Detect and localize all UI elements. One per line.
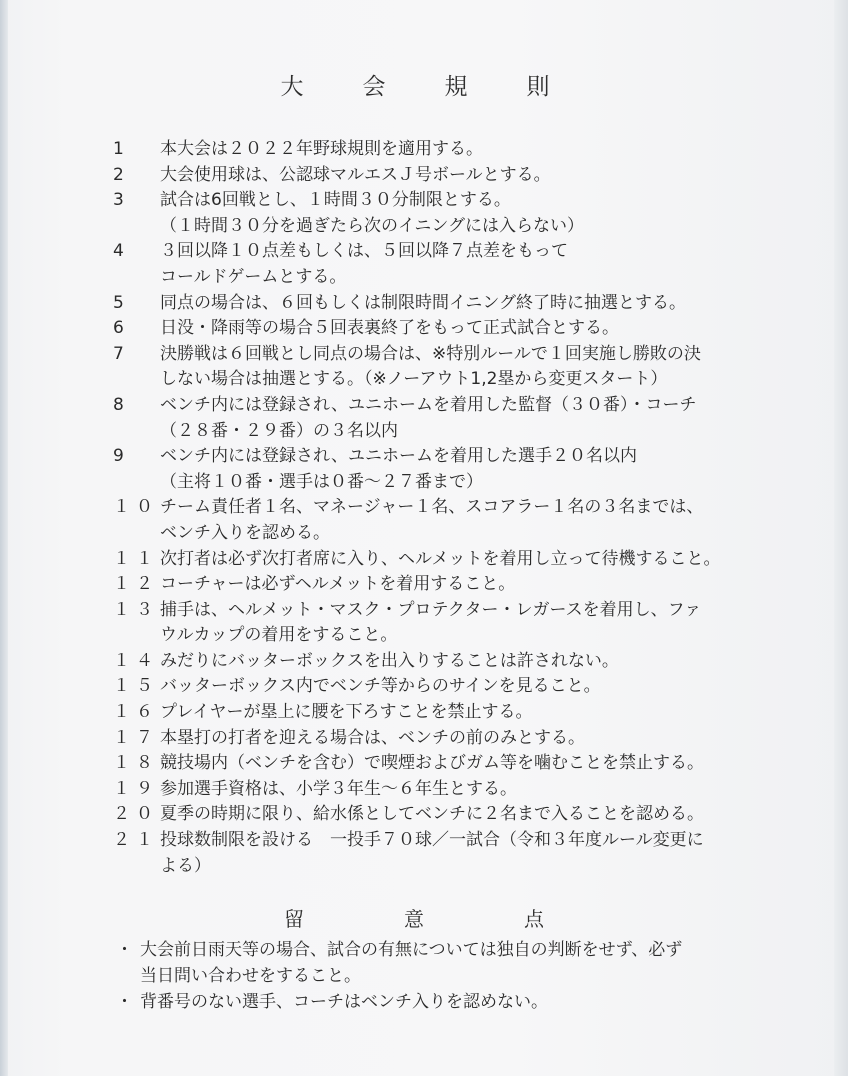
rule-text	[160, 726, 773, 752]
rule-line: ３回以降１０点差もしくは、５回以降７点差をもって	[160, 241, 568, 262]
rule-text	[160, 598, 773, 649]
rule-item	[113, 342, 773, 393]
rule-text	[160, 444, 773, 495]
rule-item	[113, 751, 773, 777]
rule-line: コーチャーは必ずヘルメットを着用すること。	[160, 574, 516, 595]
note-item	[116, 938, 776, 989]
rule-text	[160, 137, 773, 163]
rule-line: 決勝戦は６回戦とし同点の場合は、※特別ルールで１回実施し勝敗の決	[160, 343, 701, 364]
rule-line: よる）	[160, 855, 211, 876]
rule-line: ベンチ入りを認める。	[160, 522, 330, 543]
rules-list	[113, 137, 773, 879]
rule-text	[160, 777, 773, 803]
rule-text	[160, 239, 773, 290]
rule-number: １２	[113, 574, 159, 595]
rule-number: 7	[113, 343, 130, 364]
rule-number: １６	[113, 702, 159, 723]
rule-line: 投球数制限を設ける 一投手７０球／一試合（令和３年度ルール変更に	[160, 830, 704, 851]
rule-line: 本塁打の打者を迎える場合は、ベンチの前のみとする。	[160, 727, 585, 748]
rule-line: 参加選手資格は、小学３年生～６年生とする。	[160, 778, 517, 799]
bullet-icon: ・	[116, 992, 133, 1013]
rule-line: （主将１０番・選手は０番～２７番まで）	[160, 471, 483, 492]
rule-item	[113, 137, 773, 163]
rule-item	[113, 393, 773, 444]
rule-line: 同点の場合は、６回もしくは制限時間イニング終了時に抽選とする。	[160, 292, 686, 313]
rule-line: ベンチ内には登録され、ユニホームを着用した監督（３０番）・コーチ	[160, 394, 697, 415]
rule-text	[160, 751, 773, 777]
rule-item	[113, 726, 773, 752]
rule-text	[160, 393, 773, 444]
notes-title: 留 意 点	[284, 907, 584, 931]
rule-text	[160, 674, 773, 700]
rule-item	[113, 444, 773, 495]
rule-number: １５	[113, 676, 159, 697]
note-line: 背番号のない選手、コーチはベンチ入りを認めない。	[140, 992, 548, 1013]
rule-line: 夏季の時期に限り、給水係としてベンチに２名まで入ることを認める。	[160, 804, 704, 825]
rule-number: 5	[113, 292, 130, 313]
rule-item	[113, 700, 773, 726]
rule-text	[160, 547, 773, 573]
rule-text	[160, 163, 773, 189]
rule-line: ウルカップの着用をすること。	[160, 625, 398, 646]
rule-item	[113, 598, 773, 649]
rule-number: 9	[113, 446, 130, 467]
rule-line: 本大会は２０２２年野球規則を適用する。	[160, 139, 483, 159]
rule-item	[113, 802, 773, 828]
rule-line: 日没・降雨等の場合５回表裏終了をもって正式試合とする。	[160, 318, 619, 339]
rule-number: ２１	[113, 830, 159, 851]
rule-text	[160, 291, 773, 317]
rule-number: 4	[113, 241, 130, 262]
rule-number: 2	[113, 164, 130, 185]
rule-number: １７	[113, 727, 159, 748]
rule-number: 3	[113, 190, 130, 211]
rule-line: 大会使用球は、公認球マルエスＪ号ボールとする。	[160, 164, 551, 185]
rule-number: １３	[113, 599, 159, 620]
rule-line: プレイヤーが塁上に腰を下ろすことを禁止する。	[160, 702, 533, 723]
note-text	[140, 990, 776, 1016]
rule-line: みだりにバッターボックスを出入りすることは許されない。	[160, 650, 619, 671]
rule-number: 1	[113, 139, 130, 159]
rule-text	[160, 828, 773, 879]
note-line: 大会前日雨天等の場合、試合の有無については独自の判断をせず、必ず	[140, 940, 683, 960]
note-item	[116, 990, 776, 1016]
rule-text	[160, 188, 773, 239]
rule-item	[113, 163, 773, 189]
rule-number: １４	[113, 650, 159, 671]
rule-line: チーム責任者１名、マネージャー１名、スコアラー１名の３名までは、	[160, 497, 704, 518]
rule-line: バッターボックス内でベンチ等からのサインを見ること。	[160, 676, 601, 697]
rule-item	[113, 291, 773, 317]
notes-list	[116, 938, 776, 1016]
rule-item	[113, 777, 773, 803]
rule-item	[113, 495, 773, 546]
rule-number: 8	[113, 394, 130, 415]
rule-text	[160, 316, 773, 342]
note-text	[140, 938, 776, 989]
rule-text	[160, 802, 773, 828]
rule-item	[113, 547, 773, 573]
rule-line: しない場合は抽選とする。（※ノーアウト1,2塁から変更スタート）	[160, 369, 668, 390]
rule-item	[113, 649, 773, 675]
rule-item	[113, 316, 773, 342]
rule-number: １０	[113, 497, 159, 518]
rule-line: ベンチ内には登録され、ユニホームを着用した選手２０名以内	[160, 446, 638, 467]
rule-number: １９	[113, 778, 159, 799]
rule-item	[113, 572, 773, 598]
rule-line: 競技場内（ベンチを含む）で喫煙およびガム等を噛むことを禁止する。	[160, 753, 704, 774]
rule-text	[160, 495, 773, 546]
rule-number: １８	[113, 753, 159, 774]
rule-number: 6	[113, 318, 130, 339]
rule-text	[160, 649, 773, 675]
rule-line: （１時間３０分を過ぎたら次のイニングには入らない）	[160, 215, 584, 236]
rule-number: １１	[113, 548, 159, 569]
page-title: 大 会 規 則	[280, 74, 568, 100]
rule-item	[113, 828, 773, 879]
rule-line: 試合は6回戦とし、１時間３０分制限とする。	[160, 190, 511, 211]
rule-text	[160, 572, 773, 598]
rule-item	[113, 239, 773, 290]
rule-text	[160, 700, 773, 726]
rule-line: （２８番・２９番）の３名以内	[160, 420, 398, 441]
bullet-icon: ・	[116, 940, 133, 960]
rule-item	[113, 188, 773, 239]
rule-line: 捕手は、ヘルメット・マスク・プロテクター・レガースを着用し、ファ	[160, 599, 702, 620]
rule-text	[160, 342, 773, 393]
rule-line: コールドゲームとする。	[160, 266, 347, 287]
rule-line: 次打者は必ず次打者席に入り、ヘルメットを着用し立って待機すること。	[160, 548, 721, 569]
note-line: 当日問い合わせをすること。	[140, 965, 361, 986]
rule-number: ２０	[113, 804, 159, 825]
rule-item	[113, 674, 773, 700]
